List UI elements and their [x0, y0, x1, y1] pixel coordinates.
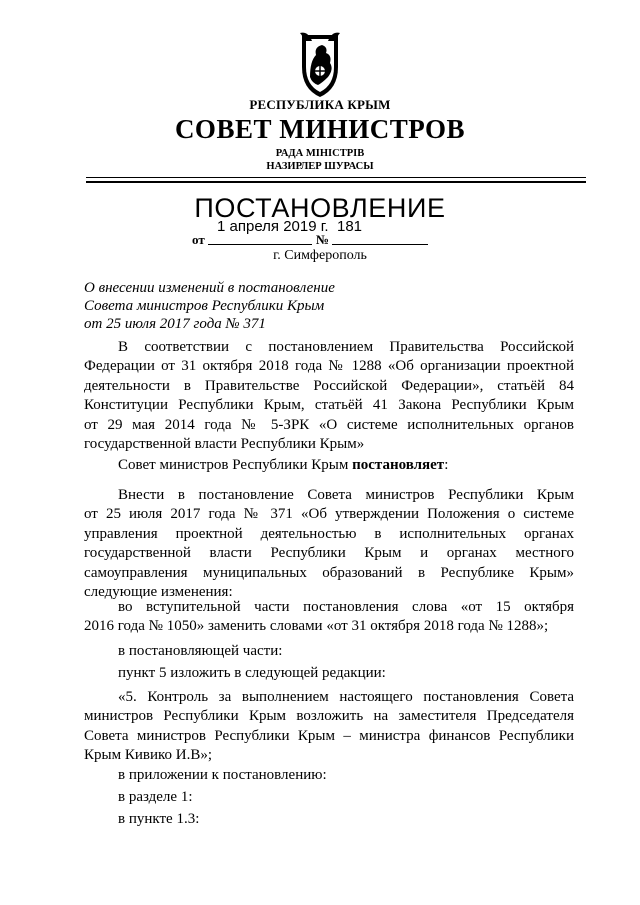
text-line: В соответствии с постановлением Правительства Российской	[118, 339, 574, 355]
paragraph-clause-5: пункт 5 изложить в следующей редакции:	[118, 665, 386, 681]
text-line: «5. Контроль за выполнением настоящего постановления Совета	[118, 689, 574, 705]
header-divider-thick	[86, 181, 586, 183]
text-line: Конституции Республики Крым, статьёй 41 Закона Республики Крым	[84, 397, 574, 414]
text-line: от 25 июля 2017 года № 371 «Об утверждении Положения о системе	[84, 506, 574, 523]
date-underline	[208, 244, 312, 245]
resolves-tail: :	[444, 457, 449, 473]
paragraph-amend	[84, 486, 574, 602]
text-line: Совета министров Республики Крым – министра финансов Республики	[84, 727, 574, 744]
paragraph-operative-part: в постановляющей части:	[118, 643, 283, 659]
text-line: Федерации от 31 октября 2018 года № 1288 «Об организации проектной	[84, 358, 574, 375]
republic-name: РЕСПУБЛИКА КРЫМ	[249, 97, 391, 112]
text-line: министров Республики Крым возложить на заместителя Председателя	[84, 708, 574, 725]
text-line: государственной власти Республики Крым и органах местного	[84, 545, 574, 562]
subject-line: О внесении изменений в постановление	[84, 280, 335, 296]
council-of-ministers-title: СОВЕТ МИНИСТРОВ	[174, 114, 466, 144]
council-name-ukrainian: РАДА МІНІСТРІВ	[275, 148, 365, 159]
council-name-ukrainian-crimean-tatar	[0, 147, 640, 173]
resolves-lead: Совет министров Республики Крым	[118, 457, 353, 473]
header-divider-thin	[86, 177, 586, 178]
subject-line: от 25 июля 2017 года № 371	[84, 316, 266, 332]
paragraph-intro-part	[84, 598, 574, 637]
decree-subject	[84, 279, 335, 333]
subject-line: Совета министров Республики Крым	[84, 298, 325, 314]
text-line: от 29 мая 2014 года № 5-ЗРК «О системе исполнительных органов	[84, 416, 574, 433]
text-line: деятельности в Правительстве Российской Федерации», статьёй 84	[84, 377, 574, 394]
text-line: государственной власти Республики Крым»	[84, 436, 365, 453]
paragraph-preamble	[84, 338, 574, 454]
resolves-keyword: постановляет	[352, 457, 445, 473]
paragraph-item-1-3: в пункте 1.3:	[118, 811, 200, 827]
text-line: 2016 года № 1050» заменить словами «от 31 октября 2018 года № 1288»;	[84, 618, 549, 635]
text-line: Крым Кивико И.В»;	[84, 747, 212, 764]
text-line: управления проектной деятельностью в исполнительных органах	[84, 525, 574, 542]
decree-title: ПОСТАНОВЛЕНИЕ	[194, 193, 446, 223]
decree-number: 181	[337, 218, 363, 235]
council-name-crimean-tatar: НАЗИРЛЕР ШУРАСЫ	[266, 161, 374, 172]
text-line: Внести в постановление Совета министров Республики Крым	[118, 487, 574, 503]
paragraph-resolves	[84, 456, 574, 475]
decree-date: 1 апреля 2019 г.	[217, 218, 329, 235]
city: г. Симферополь	[273, 248, 367, 263]
text-line: следующие изменения:	[84, 584, 233, 601]
text-line: самоуправления муниципальных образований в Республике Крым»	[84, 564, 574, 581]
number-label: №	[316, 232, 330, 247]
number-underline	[332, 244, 428, 245]
crimea-coat-of-arms-icon	[288, 27, 352, 101]
paragraph-section-1: в разделе 1:	[118, 789, 193, 805]
date-label: от	[192, 232, 205, 247]
paragraph-clause-5-text	[84, 688, 574, 766]
text-line: во вступительной части постановления слова «от 15 октября	[118, 599, 574, 615]
paragraph-appendix: в приложении к постановлению:	[118, 767, 327, 783]
